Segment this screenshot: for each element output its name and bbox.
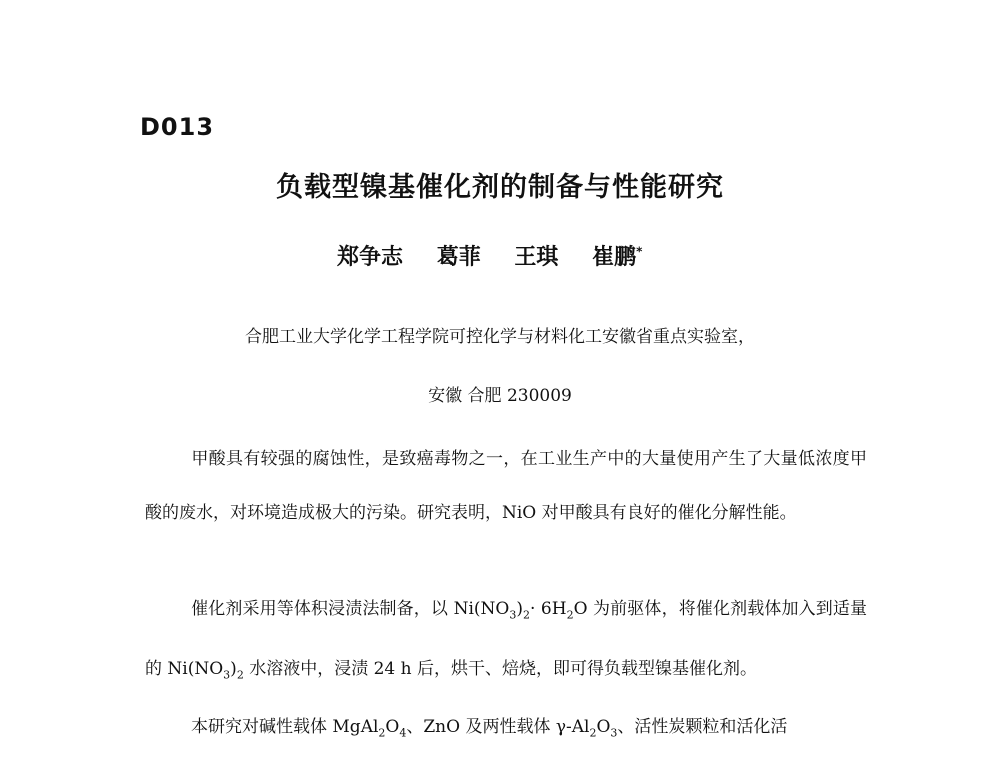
study-paragraph: 本研究对碱性载体 $MgAl_2O_4$、ZnO 及两性载体 $\gamma-Al_2O_3$、活性炭颗粒和活化活	[191, 717, 788, 740]
author-name: 葛菲	[436, 245, 481, 270]
paper-code: D013	[140, 113, 215, 141]
affiliation-address: 安徽 合肥 230009	[428, 386, 572, 406]
corresponding-author-mark: *	[636, 244, 643, 259]
method-paragraph: 催化剂采用等体积浸渍法制备，以 $Ni(NO_3)_2\cdot 6H_2O$ 为前驱体，将催化剂载体加入到适量的 $Ni(NO_3)_2$ 水溶液中，浸渍 24 h 后，烘干、焙烧，即可得负载型镍基催化剂。	[145, 599, 867, 682]
affiliation-line: 合肥工业大学化学工程学院可控化学与材料化工安徽省重点实验室，	[245, 327, 755, 347]
paper-title: 负载型镍基催化剂的制备与性能研究	[276, 172, 724, 203]
abstract-paragraph: 甲酸具有较强的腐蚀性，是致癌毒物之一，在工业生产中的大量使用产生了大量低浓度甲酸的废水，对环境造成极大的污染。研究表明，NiO 对甲酸具有良好的催化分解性能。	[145, 449, 867, 523]
author-name: 王琪	[514, 245, 559, 270]
author-name: 郑争志	[337, 245, 404, 270]
author-list	[337, 240, 642, 271]
author-name: 崔鹏*	[592, 244, 643, 270]
